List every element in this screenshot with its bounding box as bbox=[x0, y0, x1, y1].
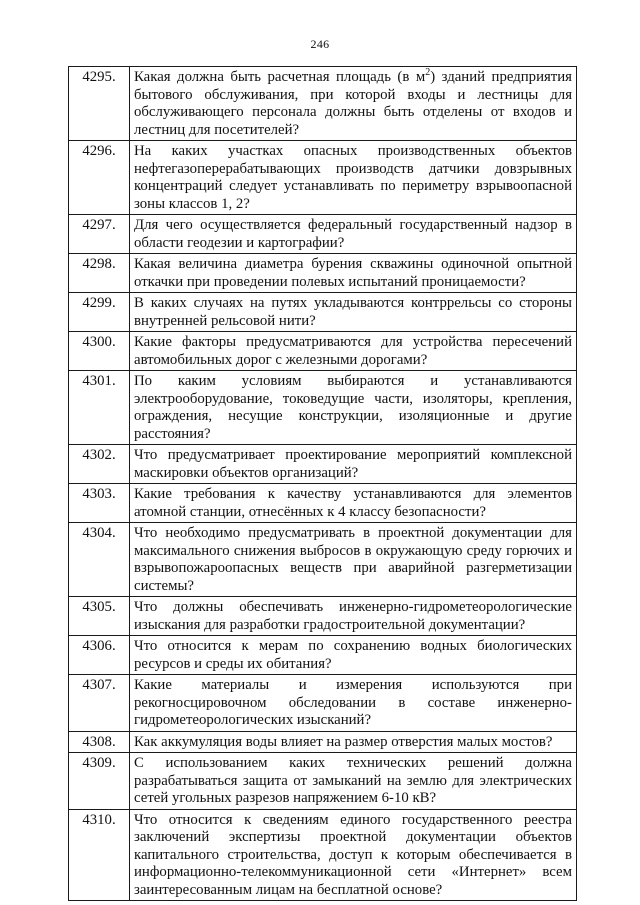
question-text: Как аккумуляция воды влияет на размер отверстия малых мостов? bbox=[130, 731, 577, 753]
question-number: 4310. bbox=[69, 809, 130, 901]
questions-table bbox=[68, 66, 577, 901]
table-row bbox=[69, 597, 577, 636]
table-row bbox=[69, 809, 577, 901]
question-text: Какие материалы и измерения используются при рекогносцировочном обследовании в составе инженерно-гидрометеорологических изысканий? bbox=[130, 675, 577, 732]
table-row bbox=[69, 636, 577, 675]
question-text: Что предусматривает проектирование мероприятий комплексной маскировки объектов организаций? bbox=[130, 445, 577, 484]
question-text: Для чего осуществляется федеральный государственный надзор в области геодезии и картографии? bbox=[130, 215, 577, 254]
table-row bbox=[69, 215, 577, 254]
question-number: 4304. bbox=[69, 523, 130, 597]
page-number: 246 bbox=[310, 37, 330, 51]
question-number: 4301. bbox=[69, 371, 130, 445]
table-row bbox=[69, 67, 577, 141]
table-row bbox=[69, 484, 577, 523]
table-row bbox=[69, 293, 577, 332]
question-number: 4299. bbox=[69, 293, 130, 332]
question-text: В каких случаях на путях укладываются контррельсы со стороны внутренней рельсовой нити? bbox=[130, 293, 577, 332]
question-number: 4296. bbox=[69, 141, 130, 215]
question-number: 4306. bbox=[69, 636, 130, 675]
question-text: Какая должна быть расчетная площадь (в $м^2$) зданий предприятия бытового обслуживания, при которой входы и лестницы для обслуживающего персонала должны быть отделены от входов и лестниц для посетителей? bbox=[130, 67, 577, 141]
question-number: 4309. bbox=[69, 753, 130, 810]
table-row bbox=[69, 675, 577, 732]
table-row bbox=[69, 141, 577, 215]
questions-table-body bbox=[69, 67, 577, 901]
question-text: На каких участках опасных производственных объектов нефтегазоперерабатывающих производств датчики довзрывных концентраций следует устанавливать по периметру взрывоопасной зоны классов 1, 2? bbox=[130, 141, 577, 215]
question-text: Какие требования к качеству устанавливаются для элементов атомной станции, отнесённых к 4 классу безопасности? bbox=[130, 484, 577, 523]
table-row bbox=[69, 753, 577, 810]
table-row bbox=[69, 523, 577, 597]
question-number: 4302. bbox=[69, 445, 130, 484]
question-number: 4297. bbox=[69, 215, 130, 254]
question-number: 4303. bbox=[69, 484, 130, 523]
question-number: 4308. bbox=[69, 731, 130, 753]
table-row bbox=[69, 254, 577, 293]
question-number: 4298. bbox=[69, 254, 130, 293]
table-row bbox=[69, 332, 577, 371]
question-number: 4295. bbox=[69, 67, 130, 141]
table-row bbox=[69, 445, 577, 484]
question-text: Какие факторы предусматриваются для устройства пересечений автомобильных дорог с железными дорогами? bbox=[130, 332, 577, 371]
table-row bbox=[69, 731, 577, 753]
question-text: С использованием каких технических решений должна разрабатываться защита от замыканий на землю для электрических сетей угольных разрезов напряжением 6-10 кВ? bbox=[130, 753, 577, 810]
table-row bbox=[69, 371, 577, 445]
question-number: 4300. bbox=[69, 332, 130, 371]
question-text: Что должны обеспечивать инженерно-гидрометеорологические изыскания для разработки градостроительной документации? bbox=[130, 597, 577, 636]
question-text: Что необходимо предусматривать в проектной документации для максимального снижения выбросов в окружающую среду горючих и взрывопожароопасных веществ при аварийной разгерметизации системы? bbox=[130, 523, 577, 597]
question-text: Что относится к сведениям единого государственного реестра заключений экспертизы проектной документации объектов капитального строительства, доступ к которым обеспечивается в информационно-телекоммуникационной сети «Интернет» всем заинтересованным лицам на бесплатной основе? bbox=[130, 809, 577, 901]
question-number: 4305. bbox=[69, 597, 130, 636]
question-text: Какая величина диаметра бурения скважины одиночной опытной откачки при проведении полевых испытаний проницаемости? bbox=[130, 254, 577, 293]
question-number: 4307. bbox=[69, 675, 130, 732]
question-text: По каким условиям выбираются и устанавливаются электрооборудование, токоведущие части, изоляторы, крепления, ограждения, несущие конструкции, изоляционные и другие расстояния? bbox=[130, 371, 577, 445]
question-text: Что относится к мерам по сохранению водных биологических ресурсов и среды их обитания? bbox=[130, 636, 577, 675]
